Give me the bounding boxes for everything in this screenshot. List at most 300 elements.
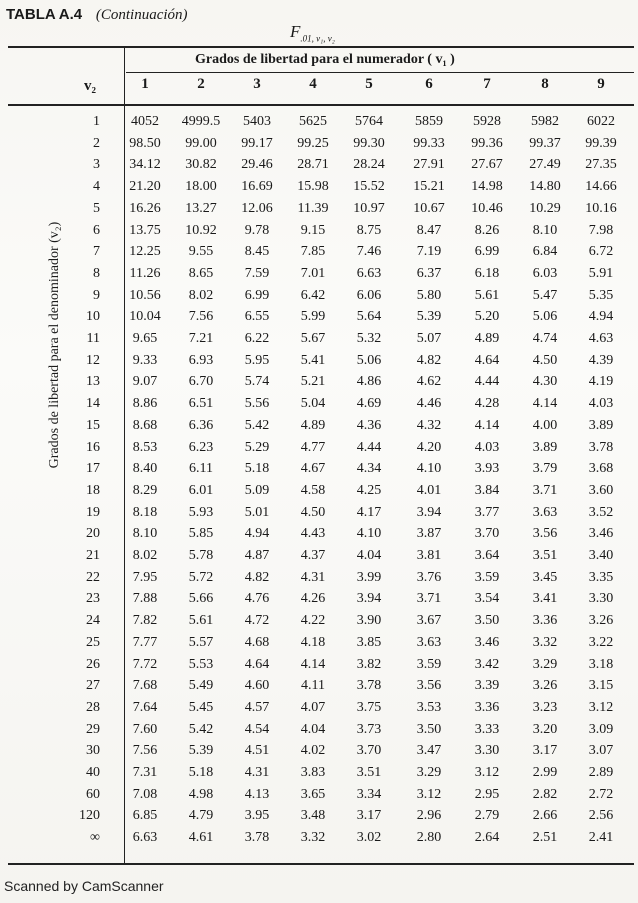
table-cell: 4.62 bbox=[416, 374, 442, 390]
table-cell: 3.68 bbox=[588, 461, 614, 477]
table-cell: 9.65 bbox=[132, 331, 158, 346]
row-label-v2: 18 bbox=[86, 482, 100, 498]
table-cell: 4.36 bbox=[356, 417, 382, 433]
table-cell: 3.78 bbox=[588, 439, 614, 455]
table-cell: 4.89 bbox=[300, 417, 326, 433]
table-cell: 3.64 bbox=[474, 548, 500, 563]
column-header-v1-5: 5 bbox=[365, 76, 373, 92]
row-label-v2: 29 bbox=[86, 721, 100, 737]
table-cell: 5.67 bbox=[300, 331, 326, 346]
table-cell: 5.61 bbox=[474, 287, 500, 303]
table-cell: 27.49 bbox=[529, 157, 561, 173]
table-cell: 5.06 bbox=[532, 309, 558, 325]
table-cell: 4.17 bbox=[356, 504, 382, 520]
table-cell: 4.61 bbox=[188, 830, 214, 846]
table-cell: 3.26 bbox=[532, 678, 558, 694]
table-cell: 5.20 bbox=[474, 309, 500, 325]
column-header-v1-8: 8 bbox=[541, 76, 549, 92]
scanner-watermark: Scanned by CamScanner bbox=[4, 878, 164, 894]
table-cell: 7.56 bbox=[132, 743, 158, 759]
table-cell: 3.33 bbox=[474, 721, 500, 737]
table-cell: 3.39 bbox=[474, 678, 500, 694]
table-cell: 5859 bbox=[415, 114, 443, 129]
column-header-v1-2: 2 bbox=[197, 76, 205, 92]
table-cell: 4.25 bbox=[356, 482, 382, 498]
table-cell: 5.93 bbox=[188, 504, 214, 520]
table-cell: 15.52 bbox=[353, 179, 385, 195]
table-cell: 13.75 bbox=[129, 222, 161, 238]
table-cell: 8.75 bbox=[356, 222, 382, 238]
table-cell: 8.40 bbox=[132, 461, 158, 477]
table-cell: 4.02 bbox=[300, 743, 326, 759]
table-cell: 5.42 bbox=[188, 721, 214, 737]
table-cell: 7.21 bbox=[188, 331, 214, 346]
table-cell: 2.66 bbox=[532, 808, 558, 824]
table-cell: 4.51 bbox=[244, 743, 270, 759]
row-label-v2: ∞ bbox=[90, 830, 100, 846]
table-cell: 2.99 bbox=[532, 765, 558, 780]
table-cell: 4.86 bbox=[356, 374, 382, 390]
row-label-v2: 28 bbox=[86, 699, 100, 715]
table-cell: 11.39 bbox=[297, 200, 329, 216]
table-cell: 4.18 bbox=[300, 634, 326, 650]
table-cell: 4.82 bbox=[244, 569, 270, 585]
table-cell: 5.57 bbox=[188, 634, 214, 650]
row-label-v2: 9 bbox=[93, 287, 100, 303]
row-label-v2: 6 bbox=[93, 222, 100, 238]
denominator-label: Grados de libertad para el denominador (v₂) bbox=[47, 221, 62, 469]
table-cell: 4.19 bbox=[588, 374, 614, 390]
table-cell: 28.71 bbox=[297, 157, 329, 173]
table-cell: 99.33 bbox=[413, 135, 445, 151]
table-cell: 4.22 bbox=[300, 613, 326, 629]
table-cell: 5928 bbox=[473, 114, 501, 129]
table-cell: 5.80 bbox=[416, 287, 442, 303]
table-cell: 6.37 bbox=[416, 265, 442, 281]
column-header-v1-1: 1 bbox=[141, 76, 149, 92]
table-cell: 4.14 bbox=[300, 656, 326, 672]
table-cell: 3.54 bbox=[474, 591, 500, 607]
table-cell: 6.23 bbox=[188, 439, 214, 455]
table-cell: 3.82 bbox=[356, 656, 382, 672]
table-cell: 3.99 bbox=[356, 569, 382, 585]
table-cell: 18.00 bbox=[185, 179, 217, 195]
table-cell: 10.97 bbox=[353, 200, 385, 216]
table-cell: 3.94 bbox=[416, 504, 442, 520]
table-cell: 13.27 bbox=[185, 200, 217, 216]
table-cell: 3.90 bbox=[356, 613, 382, 629]
table-cell: 3.22 bbox=[588, 634, 614, 650]
table-cell: 3.63 bbox=[532, 504, 558, 520]
column-header-v1-4: 4 bbox=[309, 76, 317, 92]
table-cell: 2.64 bbox=[474, 830, 500, 846]
table-cell: 7.01 bbox=[300, 265, 326, 281]
table-cell: 8.26 bbox=[474, 222, 500, 238]
table-cell: 4.46 bbox=[416, 396, 442, 412]
table-cell: 3.94 bbox=[356, 591, 382, 607]
table-cell: 5.49 bbox=[188, 678, 214, 694]
table-cell: 98.50 bbox=[129, 135, 161, 151]
table-cell: 11.26 bbox=[129, 265, 161, 281]
table-cell: 3.30 bbox=[588, 591, 614, 607]
row-label-v2: 12 bbox=[86, 352, 100, 368]
table-cell: 4.44 bbox=[474, 374, 500, 390]
table-cell: 8.18 bbox=[132, 504, 158, 520]
row-label-v2: 7 bbox=[93, 244, 100, 260]
table-cell: 5.18 bbox=[188, 765, 214, 780]
table-cell: 4.54 bbox=[244, 721, 270, 737]
table-cell: 3.70 bbox=[356, 743, 382, 759]
table-cell: 3.17 bbox=[356, 808, 382, 824]
table-cell: 4.20 bbox=[416, 439, 442, 455]
table-cell: 29.46 bbox=[241, 157, 273, 173]
row-label-v2: 26 bbox=[86, 656, 100, 672]
table-cell: 5.06 bbox=[356, 352, 382, 368]
row-label-v2: 1 bbox=[93, 114, 100, 129]
table-cell: 3.71 bbox=[416, 591, 442, 607]
table-cell: 3.46 bbox=[588, 526, 614, 542]
table-cell: 4.98 bbox=[188, 786, 214, 802]
table-cell: 5.09 bbox=[244, 482, 270, 498]
table-cell: 4.28 bbox=[474, 396, 500, 412]
table-cell: 5.39 bbox=[188, 743, 214, 759]
table-cell: 7.72 bbox=[132, 656, 158, 672]
table-cell: 7.59 bbox=[244, 265, 270, 281]
table-cell: 28.24 bbox=[353, 157, 385, 173]
table-cell: 14.80 bbox=[529, 179, 561, 195]
table-cell: 2.96 bbox=[416, 808, 442, 824]
table-cell: 3.09 bbox=[588, 721, 614, 737]
table-cell: 4.03 bbox=[474, 439, 500, 455]
table-cell: 4.00 bbox=[532, 417, 558, 433]
table-cell: 8.53 bbox=[132, 439, 158, 455]
table-subtitle: (Continuación) bbox=[95, 7, 188, 23]
table-cell: 4.43 bbox=[300, 526, 326, 542]
table-cell: 3.15 bbox=[588, 678, 614, 694]
table-cell: 4.14 bbox=[532, 396, 558, 412]
table-cell: 10.04 bbox=[129, 309, 161, 325]
table-cell: 7.46 bbox=[356, 244, 382, 260]
table-cell: 3.29 bbox=[416, 765, 442, 780]
table-cell: 3.76 bbox=[416, 569, 442, 585]
table-cell: 5.29 bbox=[244, 439, 270, 455]
table-cell: 9.33 bbox=[132, 352, 158, 368]
table-cell: 5.66 bbox=[188, 591, 214, 607]
column-header-v1-6: 6 bbox=[425, 76, 433, 92]
v2-column-header: v₂ bbox=[84, 78, 96, 94]
table-cell: 3.56 bbox=[532, 526, 558, 542]
row-label-v2: 19 bbox=[86, 504, 100, 520]
row-label-v2: 120 bbox=[79, 808, 100, 824]
table-cell: 2.82 bbox=[532, 786, 558, 802]
row-label-v2: 30 bbox=[86, 743, 100, 759]
table-cell: 9.55 bbox=[188, 244, 214, 260]
table-cell: 99.39 bbox=[585, 135, 617, 151]
table-cell: 3.36 bbox=[474, 699, 500, 715]
table-cell: 5403 bbox=[243, 114, 271, 129]
table-cell: 3.32 bbox=[300, 830, 326, 846]
table-cell: 4.04 bbox=[356, 548, 382, 563]
table-cell: 5.91 bbox=[588, 265, 614, 281]
table-cell: 8.10 bbox=[132, 526, 158, 542]
row-label-v2: 27 bbox=[86, 678, 100, 694]
table-cell: 10.67 bbox=[413, 200, 445, 216]
table-cell: 6.63 bbox=[132, 830, 158, 846]
table-cell: 4.11 bbox=[301, 678, 325, 694]
table-cell: 8.29 bbox=[132, 482, 158, 498]
table-cell: 4.26 bbox=[300, 591, 326, 607]
table-cell: 5.72 bbox=[188, 569, 214, 585]
table-cell: 27.67 bbox=[471, 157, 503, 173]
table-cell: 3.18 bbox=[588, 656, 614, 672]
row-label-v2: 2 bbox=[93, 135, 100, 151]
table-cell: 5.07 bbox=[416, 331, 442, 346]
table-cell: 99.00 bbox=[185, 135, 217, 151]
table-cell: 3.59 bbox=[416, 656, 442, 672]
table-cell: 3.36 bbox=[532, 613, 558, 629]
table-cell: 3.48 bbox=[300, 808, 326, 824]
table-cell: 4.77 bbox=[300, 439, 326, 455]
table-cell: 8.10 bbox=[532, 222, 558, 238]
table-cell: 3.42 bbox=[474, 656, 500, 672]
table-cell: 3.26 bbox=[588, 613, 614, 629]
table-cell: 3.41 bbox=[532, 591, 558, 607]
table-cell: 4999.5 bbox=[181, 114, 221, 129]
table-cell: 4.10 bbox=[416, 461, 442, 477]
table-cell: 3.89 bbox=[588, 417, 614, 433]
f-distribution-symbol bbox=[290, 22, 335, 43]
table-cell: 3.89 bbox=[532, 439, 558, 455]
table-cell: 2.89 bbox=[588, 765, 614, 780]
table-cell: 5.04 bbox=[300, 396, 326, 412]
table-cell: 5.61 bbox=[188, 613, 214, 629]
table-cell: 3.59 bbox=[474, 569, 500, 585]
table-cell: 3.02 bbox=[356, 830, 382, 846]
table-cell: 7.68 bbox=[132, 678, 158, 694]
row-label-v2: 11 bbox=[86, 331, 100, 346]
table-cell: 3.93 bbox=[474, 461, 500, 477]
table-cell: 4.67 bbox=[300, 461, 326, 477]
row-label-v2: 10 bbox=[86, 309, 100, 325]
table-cell: 5.35 bbox=[588, 287, 614, 303]
table-cell: 2.80 bbox=[416, 830, 442, 846]
table-cell: 7.56 bbox=[188, 309, 214, 325]
table-cell: 99.37 bbox=[529, 135, 561, 151]
table-cell: 7.08 bbox=[132, 786, 158, 802]
table-cell: 16.69 bbox=[241, 179, 273, 195]
table-cell: 3.52 bbox=[588, 504, 614, 520]
table-cell: 3.12 bbox=[416, 786, 442, 802]
table-cell: 7.31 bbox=[132, 765, 158, 780]
table-cell: 3.83 bbox=[300, 765, 326, 780]
column-header-v1-9: 9 bbox=[597, 76, 605, 92]
table-cell: 3.75 bbox=[356, 699, 382, 715]
table-cell: 4.87 bbox=[244, 548, 270, 563]
table-cell: 5.41 bbox=[300, 352, 326, 368]
table-cell: 9.15 bbox=[300, 222, 326, 238]
table-cell: 4.68 bbox=[244, 634, 270, 650]
table-cell: 5982 bbox=[531, 114, 559, 129]
table-cell: 10.92 bbox=[185, 222, 217, 238]
table-cell: 4.82 bbox=[416, 352, 442, 368]
table-cell: 4.34 bbox=[356, 461, 382, 477]
row-label-v2: 16 bbox=[86, 439, 100, 455]
table-cell: 2.72 bbox=[588, 786, 614, 802]
table-cell: 3.20 bbox=[532, 721, 558, 737]
table-cell: 5625 bbox=[299, 114, 327, 129]
table-cell: 3.53 bbox=[416, 699, 442, 715]
table-cell: 5.85 bbox=[188, 526, 214, 542]
table-cell: 10.46 bbox=[471, 200, 503, 216]
table-cell: 3.12 bbox=[474, 765, 500, 780]
table-cell: 5.39 bbox=[416, 309, 442, 325]
table-cell: 5.32 bbox=[356, 331, 382, 346]
table-cell: 7.19 bbox=[416, 244, 442, 260]
row-label-v2: 20 bbox=[86, 526, 100, 542]
table-cell: 6.63 bbox=[356, 265, 382, 281]
table-cell: 6.72 bbox=[588, 244, 614, 260]
table-cell: 3.50 bbox=[474, 613, 500, 629]
bottom-rule bbox=[8, 863, 634, 865]
table-cell: 5.64 bbox=[356, 309, 382, 325]
table-cell: 3.77 bbox=[474, 504, 500, 520]
table-cell: 4.39 bbox=[588, 352, 614, 368]
table-cell: 99.36 bbox=[471, 135, 503, 151]
table-cell: 4.50 bbox=[532, 352, 558, 368]
table-cell: 99.30 bbox=[353, 135, 385, 151]
table-cell: 7.82 bbox=[132, 613, 158, 629]
table-cell: 4052 bbox=[131, 114, 159, 129]
table-cell: 10.16 bbox=[585, 200, 617, 216]
table-cell: 6.99 bbox=[244, 287, 270, 303]
table-cell: 4.89 bbox=[474, 331, 500, 346]
table-cell: 6.84 bbox=[532, 244, 558, 260]
table-cell: 8.45 bbox=[244, 244, 270, 260]
table-cell: 6.55 bbox=[244, 309, 270, 325]
row-label-v2: 13 bbox=[86, 374, 100, 390]
row-label-v2: 40 bbox=[86, 765, 100, 780]
table-cell: 6.22 bbox=[244, 331, 270, 346]
table-cell: 8.47 bbox=[416, 222, 442, 238]
table-cell: 5.45 bbox=[188, 699, 214, 715]
table-cell: 7.95 bbox=[132, 569, 158, 585]
row-label-v2: 24 bbox=[86, 613, 100, 629]
table-cell: 4.79 bbox=[188, 808, 214, 824]
header-rule bbox=[8, 104, 634, 106]
table-cell: 3.12 bbox=[588, 699, 614, 715]
table-cell: 3.56 bbox=[416, 678, 442, 694]
table-cell: 3.40 bbox=[588, 548, 614, 563]
table-cell: 4.72 bbox=[244, 613, 270, 629]
table-cell: 21.20 bbox=[129, 179, 161, 195]
table-cell: 3.34 bbox=[356, 786, 382, 802]
column-header-v1-7: 7 bbox=[483, 76, 491, 92]
row-label-v2: 60 bbox=[86, 786, 100, 802]
table-cell: 3.95 bbox=[244, 808, 270, 824]
numerator-header: Grados de libertad para el numerador ( v₁ ) bbox=[195, 52, 455, 67]
table-cell: 3.60 bbox=[588, 482, 614, 498]
table-cell: 5.56 bbox=[244, 396, 270, 412]
table-cell: 4.60 bbox=[244, 678, 270, 694]
row-label-v2: 15 bbox=[86, 417, 100, 433]
table-cell: 6.85 bbox=[132, 808, 158, 824]
table-cell: 14.66 bbox=[585, 179, 617, 195]
table-cell: 5.42 bbox=[244, 417, 270, 433]
table-cell: 6.99 bbox=[474, 244, 500, 260]
table-cell: 3.23 bbox=[532, 699, 558, 715]
table-cell: 4.94 bbox=[588, 309, 614, 325]
table-cell: 4.50 bbox=[300, 504, 326, 520]
row-label-v2: 8 bbox=[93, 265, 100, 281]
row-label-v2: 3 bbox=[93, 157, 100, 173]
table-cell: 9.78 bbox=[244, 222, 270, 238]
table-cell: 7.88 bbox=[132, 591, 158, 607]
table-cell: 6.11 bbox=[189, 461, 213, 477]
table-cell: 3.46 bbox=[474, 634, 500, 650]
table-cell: 3.51 bbox=[532, 548, 558, 563]
table-cell: 5.01 bbox=[244, 504, 270, 520]
table-cell: 3.17 bbox=[532, 743, 558, 759]
table-cell: 2.95 bbox=[474, 786, 500, 802]
table-cell: 3.50 bbox=[416, 721, 442, 737]
table-cell: 4.74 bbox=[532, 331, 558, 346]
table-cell: 27.91 bbox=[413, 157, 445, 173]
table-cell: 3.73 bbox=[356, 721, 382, 737]
table-cell: 5.21 bbox=[300, 374, 326, 390]
table-cell: 6022 bbox=[587, 114, 615, 129]
table-cell: 3.45 bbox=[532, 569, 558, 585]
table-cell: 3.30 bbox=[474, 743, 500, 759]
table-cell: 3.35 bbox=[588, 569, 614, 585]
table-cell: 6.01 bbox=[188, 482, 214, 498]
row-label-v2: 17 bbox=[86, 461, 100, 477]
table-cell: 2.41 bbox=[588, 830, 614, 846]
table-cell: 7.98 bbox=[588, 222, 614, 238]
table-cell: 4.30 bbox=[532, 374, 558, 390]
table-cell: 4.14 bbox=[474, 417, 500, 433]
table-cell: 6.70 bbox=[188, 374, 214, 390]
table-cell: 4.94 bbox=[244, 526, 270, 542]
table-cell: 5.74 bbox=[244, 374, 270, 390]
table-cell: 6.36 bbox=[188, 417, 214, 433]
table-cell: 4.63 bbox=[588, 331, 614, 346]
table-cell: 5.47 bbox=[532, 287, 558, 303]
table-cell: 4.31 bbox=[300, 569, 326, 585]
table-cell: 7.85 bbox=[300, 244, 326, 260]
table-cell: 4.01 bbox=[416, 482, 442, 498]
table-cell: 3.71 bbox=[532, 482, 558, 498]
numerator-rule bbox=[126, 72, 634, 73]
table-cell: 99.25 bbox=[297, 135, 329, 151]
row-label-v2: 5 bbox=[93, 200, 100, 216]
table-cell: 4.37 bbox=[300, 548, 326, 563]
table-cell: 27.35 bbox=[585, 157, 617, 173]
table-cell: 8.02 bbox=[132, 548, 158, 563]
table-cell: 4.07 bbox=[300, 699, 326, 715]
row-label-v2: 22 bbox=[86, 569, 100, 585]
table-cell: 4.76 bbox=[244, 591, 270, 607]
table-label: TABLA A.4 bbox=[6, 6, 83, 23]
table-caption bbox=[6, 6, 188, 24]
table-cell: 4.69 bbox=[356, 396, 382, 412]
table-cell: 9.07 bbox=[132, 374, 158, 390]
table-cell: 3.51 bbox=[356, 765, 382, 780]
table-cell: 7.60 bbox=[132, 721, 158, 737]
table-cell: 4.31 bbox=[244, 765, 270, 780]
table-cell: 5.99 bbox=[300, 309, 326, 325]
row-label-v2: 23 bbox=[86, 591, 100, 607]
table-cell: 16.26 bbox=[129, 200, 161, 216]
